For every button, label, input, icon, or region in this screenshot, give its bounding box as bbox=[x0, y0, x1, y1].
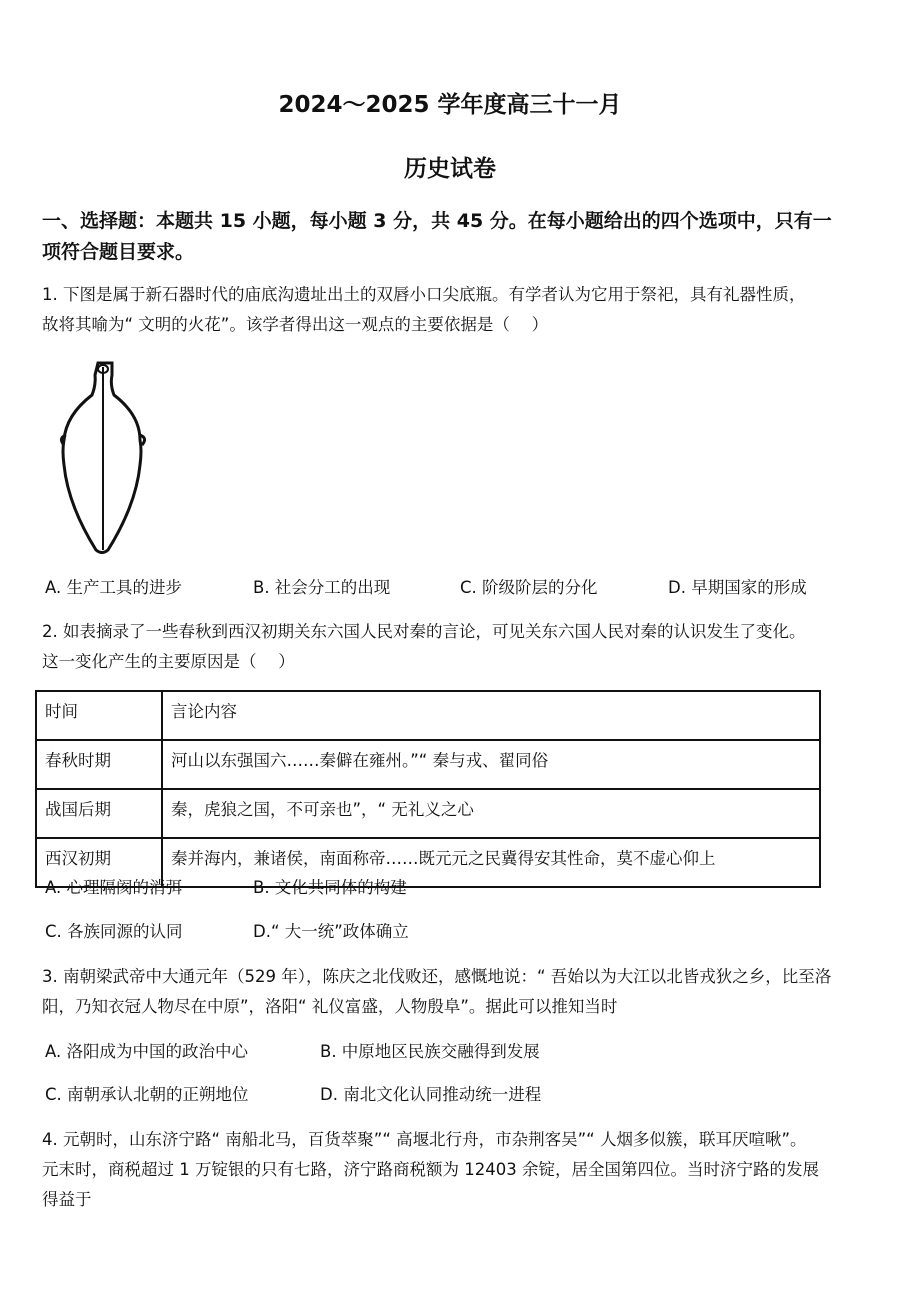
q3-option-d[interactable]: D. 南北文化认同推动统一进程 bbox=[320, 1085, 542, 1104]
q4-stem: 4. 元朝时，山东济宁路“ 南船北马，百货萃聚”“ 高堰北行舟，市杂荆客吴”“ 人烟多似簇，联耳厌喧啾”。 bbox=[42, 1130, 807, 1149]
section-heading-cont: 项符合题目要求。 bbox=[42, 241, 195, 263]
q2-option-c[interactable]: C. 各族同源的认同 bbox=[45, 922, 183, 941]
q3-option-a[interactable]: A. 洛阳成为中国的政治中心 bbox=[45, 1042, 248, 1061]
q2-option-b[interactable]: B. 文化共同体的构建 bbox=[253, 878, 407, 897]
q4-stem-cont2: 得益于 bbox=[42, 1190, 92, 1209]
q1-stem-cont: 故将其喻为“ 文明的火花”。该学者得出这一观点的主要依据是（ ） bbox=[42, 315, 549, 334]
q1-option-b[interactable]: B. 社会分工的出现 bbox=[253, 578, 391, 597]
q3-option-c[interactable]: C. 南朝承认北朝的正朔地位 bbox=[45, 1085, 249, 1104]
q1-option-d[interactable]: D. 早期国家的形成 bbox=[668, 578, 807, 597]
q4-stem-cont: 元末时，商税超过 1 万锭银的只有七路，济宁路商税额为 12403 余锭，居全国第四位。当时济宁路的发展 bbox=[42, 1160, 819, 1179]
q1-option-c[interactable]: C. 阶级阶层的分化 bbox=[460, 578, 598, 597]
table-row bbox=[36, 740, 820, 789]
table-header: 言论内容 bbox=[162, 691, 820, 740]
q3-stem: 3. 南朝梁武帝中大通元年（529 年），陈庆之北伐败还，感慨地说：“ 吾始以为大江以北皆戎狄之乡，比至洛 bbox=[42, 967, 832, 986]
table-cell: 秦并海内，兼诸侯，南面称帝……既元元之民冀得安其性命，莫不虚心仰上 bbox=[162, 838, 820, 887]
vase-figure bbox=[40, 355, 165, 560]
q3-option-b[interactable]: B. 中原地区民族交融得到发展 bbox=[320, 1042, 540, 1061]
q3-stem-cont: 阳，乃知衣冠人物尽在中原”，洛阳“ 礼仪富盛，人物殷阜”。据此可以推知当时 bbox=[42, 997, 618, 1016]
q1-stem: 1. 下图是属于新石器时代的庙底沟遗址出土的双唇小口尖底瓶。有学者认为它用于祭祀，具有礼器性质， bbox=[42, 285, 806, 304]
table-cell: 西汉初期 bbox=[36, 838, 162, 887]
q1-option-a[interactable]: A. 生产工具的进步 bbox=[45, 578, 182, 597]
table-cell: 河山以东强国六……秦僻在雍州。”“ 秦与戎、翟同俗 bbox=[162, 740, 820, 789]
table-row bbox=[36, 789, 820, 838]
exam-title: 2024～2025 学年度高三十一月 bbox=[278, 92, 622, 118]
q2-table bbox=[35, 690, 821, 888]
table-header: 时间 bbox=[36, 691, 162, 740]
q2-stem: 2. 如表摘录了一些春秋到西汉初期关东六国人民对秦的言论，可见关东六国人民对秦的认识发生了变化。 bbox=[42, 622, 806, 641]
table-cell: 战国后期 bbox=[36, 789, 162, 838]
table-header-row bbox=[36, 691, 820, 740]
section-heading: 一、选择题：本题共 15 小题，每小题 3 分，共 45 分。在每小题给出的四个选项中，只有一 bbox=[42, 210, 832, 232]
table-cell: 春秋时期 bbox=[36, 740, 162, 789]
q2-stem-cont: 这一变化产生的主要原因是（ ） bbox=[42, 652, 295, 671]
exam-subtitle: 历史试卷 bbox=[404, 156, 496, 182]
q2-option-a[interactable]: A. 心理隔阂的消弭 bbox=[45, 878, 182, 897]
q2-option-d[interactable]: D.“ 大一统”政体确立 bbox=[253, 922, 409, 941]
table-cell: 秦，虎狼之国，不可亲也”，“ 无礼义之心 bbox=[162, 789, 820, 838]
